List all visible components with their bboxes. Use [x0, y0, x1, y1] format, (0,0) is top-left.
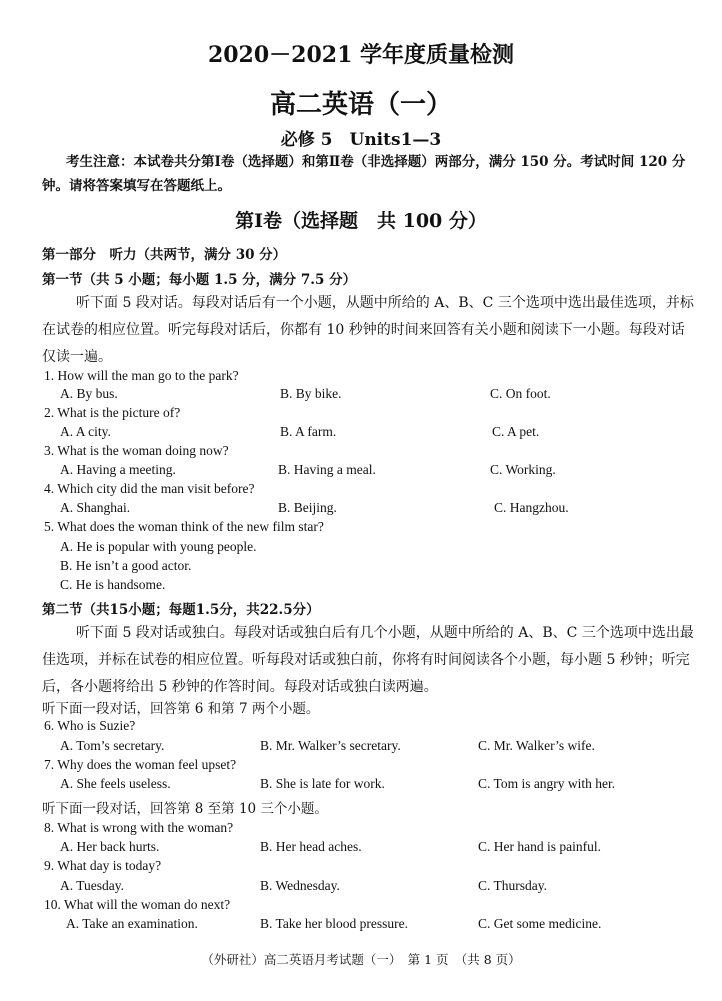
question-10: 10. What will the woman do next? [44, 897, 231, 912]
q6-option-a: A. Tom’s secretary. [60, 738, 165, 753]
q1-option-c: C. On foot. [490, 386, 551, 401]
q9-option-c: C. Thursday. [478, 878, 547, 893]
q2-option-b: B. A farm. [280, 424, 337, 439]
question-4: 4. Which city did the man visit before? [44, 481, 255, 496]
q10-option-b: B. Take her blood pressure. [260, 916, 409, 931]
question-5: 5. What does the woman think of the new film star? [44, 519, 324, 534]
q8-option-b: B. Her head aches. [260, 839, 362, 854]
q5-option-c: C. He is handsome. [60, 577, 166, 592]
section-title: 第Ⅰ卷（选择题 共 100 分） [235, 210, 487, 232]
exam-notice: 考生注意：本试卷共分第Ⅰ卷（选择题）和第Ⅱ卷（非选择题）两部分，满分 150 分。考试时间 120 分钟。请将答案填写在答题纸上。 [42, 154, 686, 194]
q3-option-b: B. Having a meal. [278, 462, 376, 477]
question-7: 7. Why does the woman feel upset? [44, 757, 237, 772]
q3-option-c: C. Working. [490, 462, 556, 477]
directions-q6-q7: 听下面一段对话，回答第 6 和第 7 两个小题。 [42, 701, 320, 717]
question-6: 6. Who is Suzie? [44, 718, 136, 733]
q6-option-c: C. Mr. Walker’s wife. [478, 738, 595, 753]
question-3: 3. What is the woman doing now? [44, 443, 229, 458]
page-footer: （外研社）高二英语月考试题（一） 第 1 页 （共 8 页） [201, 952, 521, 967]
exam-scope: 必修 5 Units1—3 [280, 130, 442, 150]
exam-year-title: 2020－2021 学年度质量检测 [207, 42, 515, 68]
section1-title: 第一节（共 5 小题；每小题 1.5 分，满分 7.5 分） [42, 272, 357, 288]
q8-option-a: A. Her back hurts. [60, 839, 160, 854]
question-9: 9. What day is today? [44, 858, 162, 873]
q6-option-b: B. Mr. Walker’s secretary. [260, 738, 401, 753]
section2-title: 第二节（共15小题；每题1.5分，共22.5分） [42, 602, 320, 618]
section1-instructions: 听下面 5 段对话。每段对话后有一个小题，从题中所给的 A、B、C 三个选项中选出最佳选项，并标在试卷的相应位置。听完每段对话后，你都有 10 秒钟的时间来回答有关小题和阅读下一小题。每段对话仅读一遍。 [42, 295, 694, 365]
q10-option-c: C. Get some medicine. [478, 916, 602, 931]
q2-option-a: A. A city. [60, 424, 111, 439]
q10-option-a: A. Take an examination. [66, 916, 198, 931]
q9-option-a: A. Tuesday. [60, 878, 125, 893]
section2-instructions: 听下面 5 段对话或独白。每段对话或独白后有几个小题，从题中所给的 A、B、C 三个选项中选出最佳选项，并标在试卷的相应位置。听每段对话或独白前，你将有时间阅读各个小题，每小题 5 秒钟；听完后，各小题将给出 5 秒钟的作答时间。每段对话或独白读两遍。 [42, 625, 694, 695]
q5-option-a: A. He is popular with young people. [60, 539, 257, 554]
q7-option-c: C. Tom is angry with her. [478, 776, 616, 791]
directions-q8-q10: 听下面一段对话，回答第 8 至第 10 三个小题。 [42, 801, 328, 817]
q2-option-c: C. A pet. [492, 424, 540, 439]
exam-subject-title: 高二英语（一） [269, 90, 452, 120]
q7-option-a: A. She feels useless. [60, 776, 171, 791]
q4-option-c: C. Hangzhou. [494, 500, 569, 515]
q1-option-b: B. By bike. [280, 386, 342, 401]
q1-option-a: A. By bus. [60, 386, 118, 401]
question-1: 1. How will the man go to the park? [44, 368, 239, 383]
q7-option-b: B. She is late for work. [260, 776, 385, 791]
part1-title: 第一部分 听力（共两节，满分 30 分） [42, 247, 287, 263]
q4-option-b: B. Beijing. [278, 500, 337, 515]
question-2: 2. What is the picture of? [44, 405, 181, 420]
q9-option-b: B. Wednesday. [260, 878, 340, 893]
q5-option-b: B. He isn’t a good actor. [60, 558, 192, 573]
q3-option-a: A. Having a meeting. [60, 462, 176, 477]
question-8: 8. What is wrong with the woman? [44, 820, 234, 835]
q4-option-a: A. Shanghai. [60, 500, 131, 515]
q8-option-c: C. Her hand is painful. [478, 839, 601, 854]
